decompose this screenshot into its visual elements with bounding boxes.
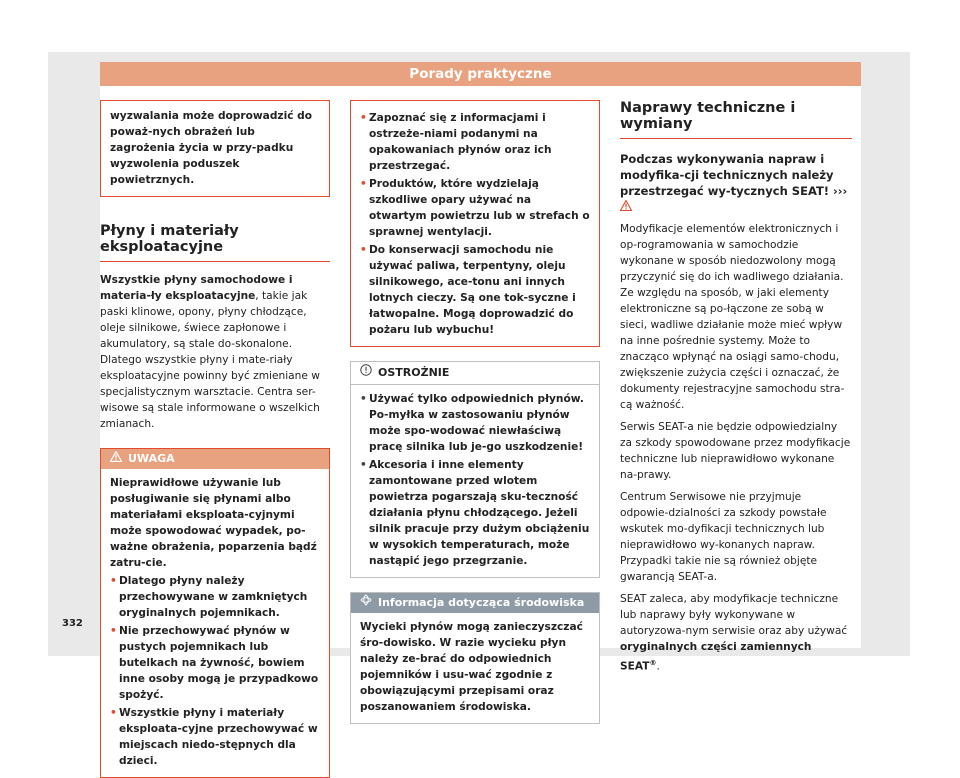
caution-box	[350, 361, 600, 578]
caution-list	[360, 391, 590, 569]
environment-text: Wycieki płynów mogą zanieczyszczać śro-dowisko. W razie wycieku płyn należy ze-brać do odpowiednich pojemników i usu-wać zgodnie z obowiązującymi przepisami oraz poszanowaniem środowiska.	[360, 621, 583, 713]
warning-item: • Wszystkie płyny i materiały eksploata-cyjne przechowywać w miejscach niedo-stępnych dla dzieci.	[110, 705, 320, 769]
repairs-paragraph-4-end: .	[656, 660, 660, 673]
warning-triangle-icon	[620, 200, 632, 214]
environment-title: Informacja dotycząca środowiska	[378, 596, 585, 609]
repairs-lead-text: Podczas wykonywania napraw i modyfika-cji technicznych należy przestrzegać wy-tycznych SEAT! ›››	[620, 152, 848, 198]
column-1	[100, 86, 330, 778]
warning-list	[110, 573, 320, 769]
section-title-repairs: Naprawy techniczne i wymiany	[620, 100, 852, 139]
repairs-paragraph-2: Serwis SEAT-a nie będzie odpowiedzialny za szkody spowodowane przez modyfikacje techniczne lub nieprawidłowo wykonane na-prawy.	[620, 421, 851, 481]
environment-header	[351, 593, 599, 613]
original-parts-text: oryginalnych części zamiennych SEAT	[620, 641, 812, 673]
warning-box	[100, 448, 330, 778]
caution-item: • Używać tylko odpowiednich płynów. Po-myłka w zastosowaniu płynów może spo-wodować niewłaściwą pracę silnika lub je-go uszkodzenie!	[360, 391, 590, 455]
caution-header	[351, 362, 599, 385]
page-number: 332	[62, 618, 83, 629]
registered-mark: ®	[649, 659, 657, 667]
continued-warning-text: wyzwalania może doprowadzić do poważ-nych obrażeń lub zagrożenia życia w przy-padku wyzwolenia poduszek powietrznych.	[110, 110, 313, 186]
column-3	[620, 86, 852, 681]
bullet-item: • Zapoznać się z informacjami i ostrzeże-niami podanymi na opakowaniach płynów oraz ich przestrzegać.	[360, 110, 590, 174]
caution-item: • Akcesoria i inne elementy zamontowane przed wlotem powietrza pogarszają sku-teczność działania płynu chłodzącego. Jeżeli silnik pracuje przy dużym obciążeniu w wysokich temperaturach, może nastąpić jego przegrzanie.	[360, 457, 590, 569]
page-header: Porady praktyczne	[100, 62, 861, 86]
repairs-paragraph-3: Centrum Serwisowe nie przyjmuje odpowie-dzialności za szkody powstałe wskutek mo-dyfikacji technicznych lub nieprawidłowo wy-konanych napraw. Przypadki takie nie są również objęte gwarancją SEAT-a.	[620, 491, 827, 583]
warning-title: UWAGA	[128, 452, 175, 465]
info-circle-icon	[360, 362, 372, 384]
warning-intro: Nieprawidłowe używanie lub posługiwanie się płynami albo materiałami eksploata-cyjnymi może spowodować wypadek, po-ważne obrażenia, poparzenia bądź zatru-cie.	[110, 477, 317, 569]
leaf-icon	[360, 593, 372, 613]
warning-header	[101, 449, 329, 469]
bullet-item: • Produktów, które wydzielają szkodliwe opary używać na otwartym powietrzu lub w strefach o sprawnej wentylacji.	[360, 176, 590, 240]
fluids-paragraph-rest: , takie jak paski klinowe, opony, płyny chłodzące, oleje silnikowe, świece zapłonowe i akumulatory, są stale do-skonalone. Dlatego wszystkie płyny i mate-riały eksploatacyjne powinny być zmieniane w specjalistycznym warsztacie. Centra ser-wisowe są stale informowane o wszelkich zmianach.	[100, 290, 320, 430]
repairs-paragraph-4-start: SEAT zaleca, aby modyfikacje techniczne lub naprawy były wykonywane w autoryzowa-nym serwisie oraz aby używać	[620, 593, 848, 637]
continued-bullet-list	[360, 110, 590, 338]
repairs-paragraph-4	[620, 591, 852, 675]
bullet-item: • Do konserwacji samochodu nie używać paliwa, terpentyny, oleju silnikowego, ace-tonu ani innych lotnych cieczy. Są one tok-syczne i łatwopalne. Mogą doprowadzić do pożaru lub wybuchu!	[360, 242, 590, 338]
continued-warning-box	[100, 100, 330, 197]
fluids-paragraph-bold: Wszystkie płyny samochodowe i materia-ły eksploatacyjne	[100, 274, 293, 302]
column-2	[350, 86, 600, 724]
repairs-paragraph-1: Modyfikacje elementów elektronicznych i op-rogramowania w samochodzie wykonane w sposób niedozwolony mogą przyczynić się do ich wadliwego działania. Ze względu na sposób, w jaki elementy elektroniczne są po-łączone ze sobą w sieci, wadliwe działanie może mieć wpływ na inne pośrednie systemy. Może to znacząco wpłynąć na osiągi samo-chodu, zwiększenie zużycia części i oznaczać, że dokumenty rejestracyjne samochodu stra-cą ważność.	[620, 223, 845, 411]
warning-item: • Dlatego płyny należy przechowywane w zamkniętych oryginalnych pojemnikach.	[110, 573, 320, 621]
warning-item: • Nie przechowywać płynów w pustych pojemnikach lub butelkach na żywność, bowiem inne osoby mogą je przypadkowo spożyć.	[110, 623, 320, 703]
fluids-paragraph	[100, 272, 330, 432]
section-title-fluids: Płyny i materiały eksploatacyjne	[100, 223, 330, 262]
repairs-lead	[620, 151, 852, 215]
continued-bullets-box	[350, 100, 600, 347]
caution-title: OSTROŻNIE	[378, 366, 450, 379]
warning-triangle-icon	[110, 449, 122, 469]
environment-box	[350, 592, 600, 724]
page-content	[100, 86, 861, 767]
